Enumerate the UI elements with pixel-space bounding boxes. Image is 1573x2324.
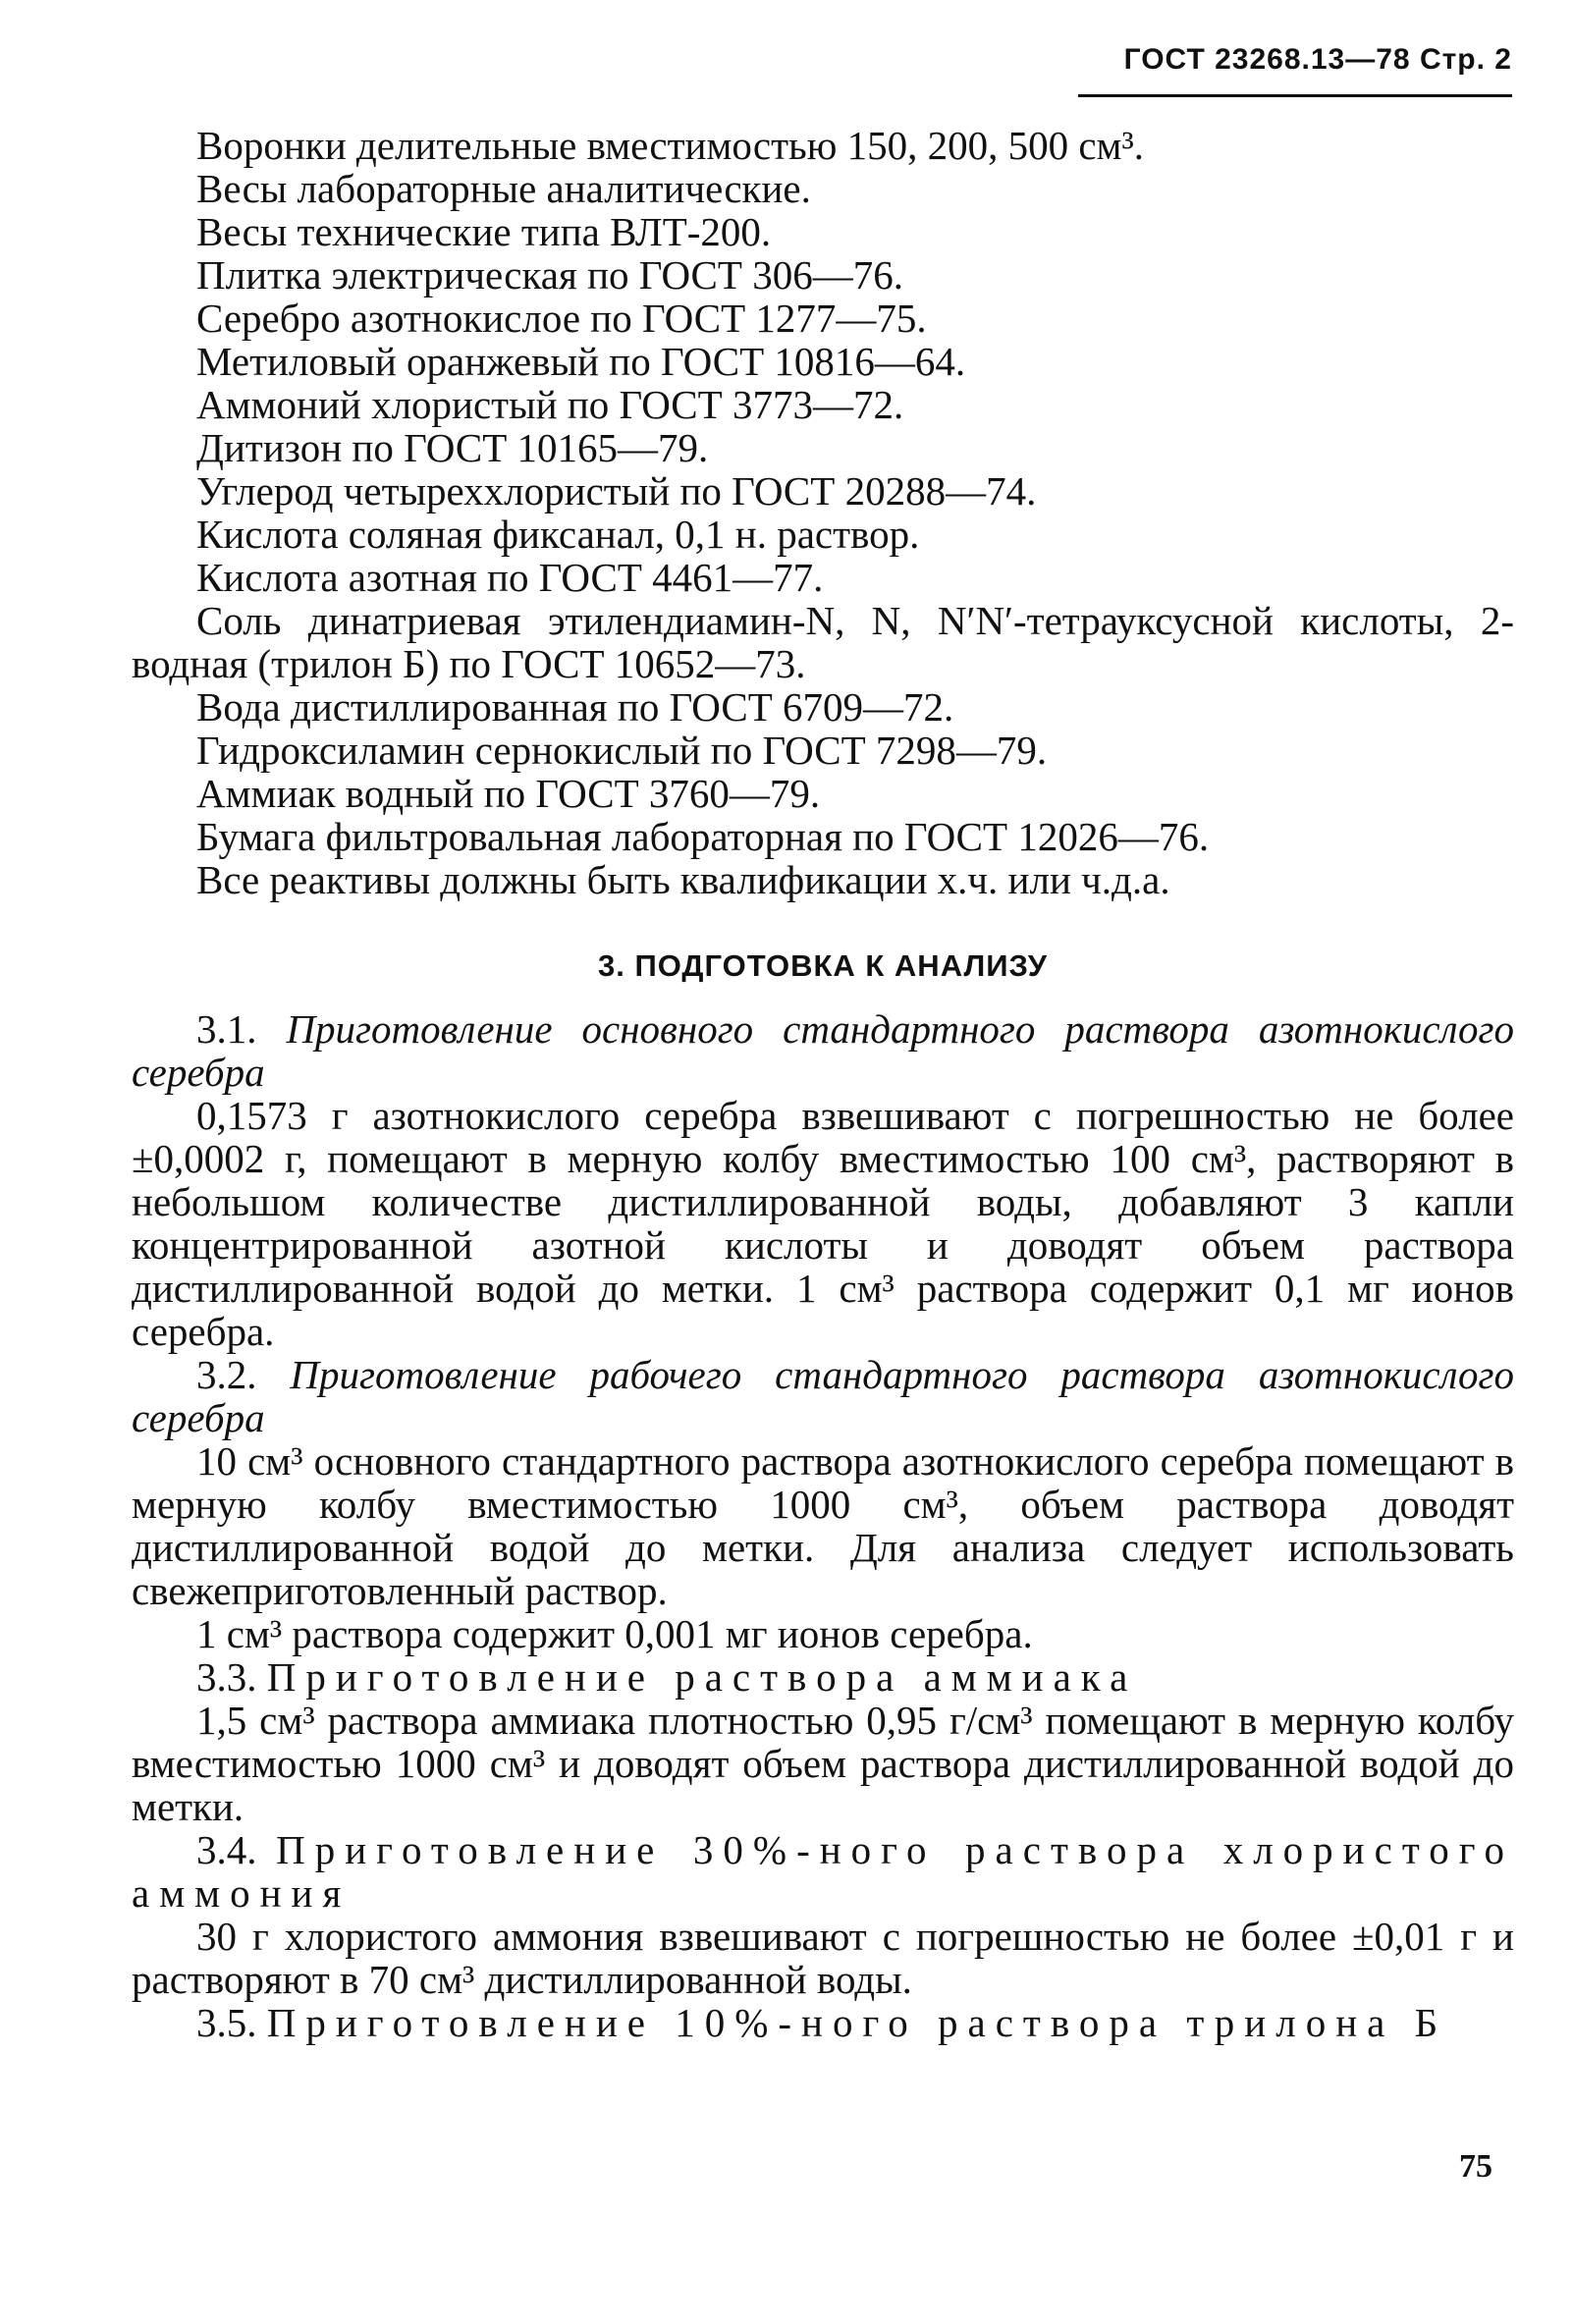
list-item: Дитизон по ГОСТ 10165—79.: [196, 425, 709, 470]
list-item: Аммоний хлористый по ГОСТ 3773—72.: [196, 382, 904, 427]
subsection-number: 3.1.: [196, 1006, 257, 1052]
page-number: 75: [1459, 2148, 1492, 2185]
section-title: 3. ПОДГОТОВКА К АНАЛИЗУ: [597, 948, 1049, 983]
subsection-title: Приготовление основного стандартного раствора азотнокислого серебра: [132, 1006, 1514, 1095]
subsection-3-4-text: 30 г хлористого аммония взвешивают с погрешностью не более ±0,01 г и растворяют в 70 см³ дистиллированной воды.: [132, 1914, 1514, 2002]
equipment-list: [132, 124, 1514, 901]
subsection-3-2-text-2: 1 см³ раствора содержит 0,001 мг ионов серебра.: [196, 1611, 1033, 1656]
list-item: Гидроксиламин сернокислый по ГОСТ 7298—79.: [196, 728, 1048, 773]
list-item: Серебро азотнокислое по ГОСТ 1277—75.: [196, 296, 927, 341]
subsection-number: 3.2.: [196, 1352, 257, 1397]
subsection-number: 3.5.: [196, 2000, 257, 2045]
subsection-3-4-heading: [132, 1828, 1514, 1915]
subsection-title: Приготовление 30%-ного раствора хлористого аммония: [132, 1827, 1514, 1916]
list-item: Вода дистиллированная по ГОСТ 6709—72.: [196, 684, 954, 730]
subsection-3-1-text: 0,1573 г азотнокислого серебра взвешивают с погрешностью не более ±0,0002 г, помещают в мерную колбу вместимостью 100 см³, растворяют в небольшом количестве дистиллированной воды, добавляют 3 капли концентрированной азотной кислоты и доводят объем раствора дистиллированной водой до метки. 1 см³ раствора содержит 0,1 мг ионов серебра.: [132, 1093, 1514, 1354]
subsection-3-1-heading: [132, 1007, 1514, 1094]
list-item: Весы лабораторные аналитические.: [196, 166, 811, 211]
subsection-3-2-text: 10 см³ основного стандартного раствора азотнокислого серебра помещают в мерную колбу вместимостью 1000 см³, объем раствора доводят дистиллированной водой до метки. Для анализа следует использовать свежеприготовленный раствор.: [132, 1438, 1514, 1613]
list-item: Кислота азотная по ГОСТ 4461—77.: [196, 555, 824, 600]
list-item: Метиловый оранжевый по ГОСТ 10816—64.: [196, 339, 966, 384]
list-item: Весы технические типа ВЛТ-200.: [196, 209, 772, 254]
subsection-title: Приготовление 10%-ного раствора трилона Б: [266, 2000, 1448, 2045]
header-rule: [1078, 94, 1512, 97]
subsection-number: 3.3.: [196, 1654, 257, 1700]
page-header: ГОСТ 23268.13—78 Стр. 2: [1123, 43, 1512, 76]
list-item: Кислота соляная фиксанал, 0,1 н. раствор.: [196, 512, 920, 557]
subsection-3-3-text: 1,5 см³ раствора аммиака плотностью 0,95 г/см³ помещают в мерную колбу вместимостью 1000 см³ и доводят объем раствора дистиллированной водой до метки.: [132, 1698, 1514, 1829]
list-item: Бумага фильтровальная лабораторная по ГОСТ 12026—76.: [196, 814, 1210, 859]
subsection-3-2-heading: [132, 1353, 1514, 1439]
list-item-trilon: Соль динатриевая этилендиамин-N, N, N′N′-тетрауксусной кислоты, 2-водная (трилон Б) по ГОСТ 10652—73.: [132, 598, 1514, 686]
subsection-3-3-heading: [132, 1655, 1514, 1699]
subsection-number: 3.4.: [196, 1827, 257, 1872]
list-item: Плитка электрическая по ГОСТ 306—76.: [196, 252, 903, 297]
document-body: [132, 124, 1514, 2044]
list-item: Углерод четыреххлористый по ГОСТ 20288—74.: [196, 468, 1037, 513]
subsection-3-5-heading: [132, 2001, 1514, 2044]
list-item: Воронки делительные вместимостью 150, 200, 500 см³.: [196, 123, 1145, 168]
subsection-title: Приготовление раствора аммиака: [266, 1654, 1138, 1700]
list-item: Аммиак водный по ГОСТ 3760—79.: [196, 771, 821, 816]
list-item: Все реактивы должны быть квалификации х.ч. или ч.д.а.: [196, 857, 1170, 902]
subsection-title: Приготовление рабочего стандартного раствора азотнокислого серебра: [132, 1352, 1514, 1440]
